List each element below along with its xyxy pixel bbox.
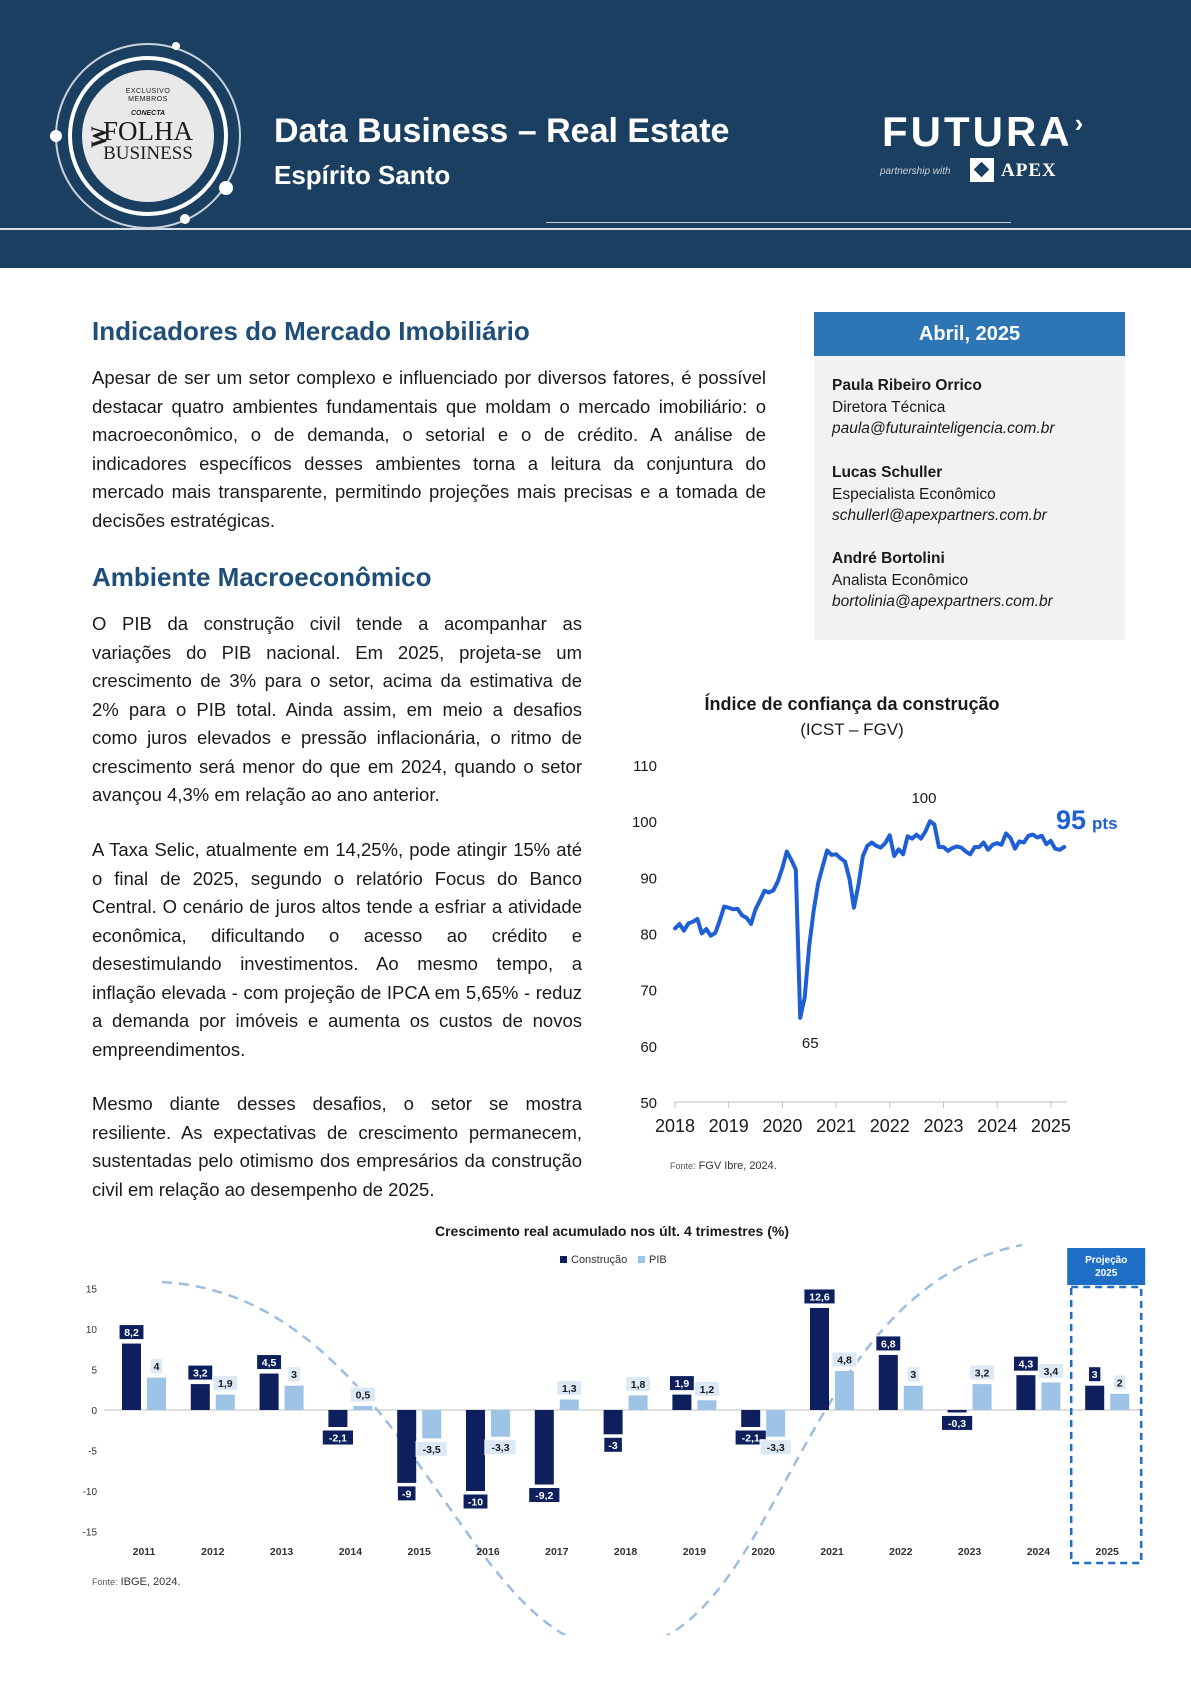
logo-business: BUSINESS xyxy=(103,143,193,164)
author-card xyxy=(832,375,1055,440)
author-role: Analista Econômico xyxy=(832,571,969,589)
bar xyxy=(879,1355,898,1410)
logo-conecta: CONECTA xyxy=(130,110,166,117)
bar xyxy=(397,1410,416,1483)
bar xyxy=(535,1410,554,1485)
bar xyxy=(147,1378,166,1410)
chart-subtitle: (ICST – FGV) xyxy=(800,720,904,739)
data-label: 2 xyxy=(1116,1377,1123,1390)
macro-paragraph-3: Mesmo diante desses desafios, o setor se mostra resiliente. As expectativas de crescimento permanecem, sustentadas pelo otimismo dos empresários da construção civil em relação ao desempenho de 2025. xyxy=(92,1093,582,1200)
data-label: 3 xyxy=(1091,1369,1098,1382)
data-label: 3,4 xyxy=(1043,1365,1059,1378)
y-tick-label: 80 xyxy=(640,926,657,944)
x-tick-label: 2020 xyxy=(762,1116,803,1136)
data-label: 1,9 xyxy=(674,1378,690,1391)
x-tick-label: 2014 xyxy=(338,1546,363,1558)
data-label: 8,2 xyxy=(124,1327,139,1340)
author-role: Especialista Econômico xyxy=(832,485,996,503)
author-card xyxy=(832,462,1047,527)
bar xyxy=(904,1386,923,1410)
bar xyxy=(1041,1382,1060,1410)
bar xyxy=(328,1410,347,1427)
x-tick-label: 2018 xyxy=(654,1116,696,1136)
x-tick-label: 2023 xyxy=(923,1116,964,1136)
x-tick-label: 2022 xyxy=(889,1546,913,1558)
y-tick-label: 50 xyxy=(640,1095,657,1112)
intro-paragraph: Apesar de ser um setor complexo e influenciado por diversos fatores, é possível destacar quatro ambientes fundamentais que moldam o mercado imobiliário: o macroeconômico, o de demanda, o setorial e o de crédito. A análise de indicadores específicos desses ambientes torna a leitura da conjuntura do mercado mais transparente, permitindo projeções mais precisas e a tomada de decisões estratégicas. xyxy=(92,367,766,531)
x-tick-label: 2016 xyxy=(476,1546,500,1558)
x-tick-label: 2011 xyxy=(132,1546,156,1558)
min-annotation: 65 xyxy=(801,1034,819,1052)
report-date: Abril, 2025 xyxy=(814,312,1125,356)
data-label: -2,1 xyxy=(328,1432,347,1445)
bar xyxy=(491,1410,510,1437)
x-tick-label: 2025 xyxy=(1095,1546,1119,1558)
bar xyxy=(697,1400,716,1410)
data-label: -3,3 xyxy=(491,1442,510,1455)
logo-folha: FOLHA xyxy=(102,116,193,146)
author-name: Paula Ribeiro Orrico xyxy=(832,377,982,394)
author-card xyxy=(832,548,1053,613)
author-name: Lucas Schuller xyxy=(832,464,943,481)
data-label: -3,3 xyxy=(766,1442,785,1455)
folha-business-logo xyxy=(48,36,248,236)
y-tick-label: 110 xyxy=(633,758,657,775)
x-tick-label: 2019 xyxy=(708,1116,749,1136)
x-tick-label: 2024 xyxy=(1026,1546,1051,1558)
legend-swatch xyxy=(560,1256,567,1263)
x-tick-label: 2019 xyxy=(682,1546,707,1558)
apex-diamond-icon xyxy=(970,158,994,182)
apex-logo: APEX xyxy=(1001,160,1057,181)
author-email: bortolinia@apexpartners.com.br xyxy=(832,593,1053,610)
data-label: -0,3 xyxy=(948,1417,967,1430)
data-label: -9,2 xyxy=(535,1490,554,1503)
page-subtitle: Espírito Santo xyxy=(274,160,451,190)
y-tick-label: 0 xyxy=(91,1406,97,1417)
page-header xyxy=(0,0,1191,268)
y-tick-label: 60 xyxy=(640,1038,657,1056)
chart-legend xyxy=(560,1254,667,1266)
data-label: 1,9 xyxy=(217,1378,233,1391)
bar xyxy=(422,1410,441,1438)
section-heading-macro: Ambiente Macroeconômico xyxy=(92,562,432,592)
data-label: 4,8 xyxy=(837,1354,852,1367)
author-name: André Bortolini xyxy=(832,550,945,567)
x-tick-label: 2015 xyxy=(407,1546,431,1558)
data-label: 3,2 xyxy=(974,1367,990,1380)
bar xyxy=(122,1344,141,1410)
bar xyxy=(466,1410,485,1491)
y-tick-label: 100 xyxy=(631,814,657,832)
x-tick-label: 2023 xyxy=(957,1546,982,1558)
x-tick-label: 2018 xyxy=(613,1546,638,1558)
bar xyxy=(1085,1386,1104,1410)
current-value-callout: 95 pts xyxy=(1056,805,1118,835)
data-label: 3 xyxy=(910,1369,917,1382)
bar xyxy=(604,1410,623,1434)
y-tick-label: -10 xyxy=(82,1487,97,1498)
max-annotation: 100 xyxy=(911,790,937,808)
x-tick-label: 2013 xyxy=(269,1546,294,1558)
bar xyxy=(766,1410,785,1437)
y-tick-label: 10 xyxy=(85,1325,97,1336)
growth-bar-chart xyxy=(0,1215,1191,1635)
chart-title: Índice de confiança da construção xyxy=(704,694,1000,714)
projection-badge xyxy=(1067,1248,1145,1285)
page-title: Data Business – Real Estate xyxy=(274,112,730,150)
bar xyxy=(835,1371,854,1410)
bar xyxy=(216,1395,235,1410)
logo-monogram-icon: W xyxy=(86,126,111,148)
partnership-text: partnership with xyxy=(880,166,951,177)
data-label: 0,5 xyxy=(355,1389,371,1402)
y-tick-label: 70 xyxy=(640,982,657,1000)
legend-swatch xyxy=(638,1256,645,1263)
data-label: 4 xyxy=(153,1361,160,1374)
x-tick-label: 2022 xyxy=(869,1116,910,1136)
confidence-index-chart xyxy=(620,685,1120,1185)
authors-box xyxy=(814,312,1125,640)
bar xyxy=(1016,1375,1035,1410)
y-tick-label: 90 xyxy=(640,870,657,888)
chevron-right-icon: › xyxy=(1074,108,1087,138)
bar xyxy=(353,1406,372,1410)
bar xyxy=(1110,1394,1129,1410)
data-label: 12,6 xyxy=(809,1291,830,1304)
bar xyxy=(810,1308,829,1410)
bar xyxy=(741,1410,760,1427)
data-label: 1,2 xyxy=(699,1383,715,1396)
y-tick-label: -5 xyxy=(88,1446,97,1458)
series-line xyxy=(675,821,1064,1018)
x-tick-label: 2025 xyxy=(1030,1116,1071,1136)
author-email: paula@futurainteligencia.com.br xyxy=(832,420,1055,437)
bar xyxy=(260,1374,279,1410)
logo-exclusive: EXCLUSIVO MEMBROS xyxy=(125,88,171,103)
data-label: -3 xyxy=(608,1439,618,1452)
data-label: 4,5 xyxy=(261,1357,277,1370)
legend-label: Construção xyxy=(571,1254,628,1266)
projection-frame xyxy=(1071,1287,1141,1563)
chart-source: Fonte: IBGE, 2024. xyxy=(92,1576,181,1588)
x-tick-label: 2012 xyxy=(201,1546,225,1558)
author-email: schullerl@apexpartners.com.br xyxy=(832,507,1047,524)
data-label: -3,5 xyxy=(422,1443,441,1456)
data-label: 1,3 xyxy=(561,1382,577,1395)
data-label: 3 xyxy=(291,1369,298,1382)
author-role: Diretora Técnica xyxy=(832,398,946,416)
logo-badge xyxy=(82,70,214,202)
header-rule-short xyxy=(546,222,1011,223)
bar xyxy=(629,1395,648,1410)
bar xyxy=(948,1410,967,1412)
bar xyxy=(672,1395,691,1410)
futura-logo: FUTURA› xyxy=(882,108,1087,155)
bar xyxy=(285,1386,304,1410)
x-tick-label: 2021 xyxy=(816,1116,857,1136)
bar xyxy=(973,1384,992,1410)
bar xyxy=(560,1399,579,1410)
data-label: 1,8 xyxy=(630,1378,646,1391)
data-label: -10 xyxy=(467,1496,484,1509)
x-tick-label: 2021 xyxy=(820,1546,844,1558)
data-label: 3,2 xyxy=(192,1367,208,1380)
x-tick-label: 2024 xyxy=(977,1116,1018,1136)
chart-source: Fonte: FGV Ibre, 2024. xyxy=(670,1160,777,1172)
y-tick-label: 5 xyxy=(91,1365,97,1377)
section-heading-indicadores: Indicadores do Mercado Imobiliário xyxy=(92,316,530,346)
data-label: -2,1 xyxy=(741,1432,760,1445)
projection-label: Projeção 2025 xyxy=(1085,1255,1128,1279)
legend-label: PIB xyxy=(649,1254,667,1266)
x-tick-label: 2017 xyxy=(545,1546,569,1558)
macro-paragraph-1: O PIB da construção civil tende a acompanhar as variações do PIB nacional. Em 2025, projeta-se um crescimento de 3% para o setor, acima da estimativa de 2% para o PIB total. Ainda assim, em meio a desafios como juros elevados e pressão inflacionária, o ritmo de crescimento será menor do que em 2024, quando o setor avançou 4,3% em relação ao ano anterior. xyxy=(92,613,582,805)
x-tick-label: 2020 xyxy=(751,1546,775,1558)
macro-paragraph-2: A Taxa Selic, atualmente em 14,25%, pode atingir 15% até o final de 2025, segundo o relatório Focus do Banco Central. O cenário de juros altos tende a esfriar a atividade econômica, dificultando o acesso ao crédito e desestimulando investimentos. Ao mesmo tempo, a inflação elevada - com projeção de IPCA em 5,65% - reduz a demanda por imóveis e aumenta os custos de novos empreendimentos. xyxy=(92,839,582,1060)
y-tick-label: -15 xyxy=(82,1527,97,1539)
data-label: 4,3 xyxy=(1018,1358,1034,1371)
bar xyxy=(191,1384,210,1410)
y-tick-label: 15 xyxy=(85,1284,97,1296)
data-label: 6,8 xyxy=(880,1338,896,1351)
chart-title: Crescimento real acumulado nos últ. 4 trimestres (%) xyxy=(435,1223,789,1239)
data-label: -9 xyxy=(402,1488,412,1501)
